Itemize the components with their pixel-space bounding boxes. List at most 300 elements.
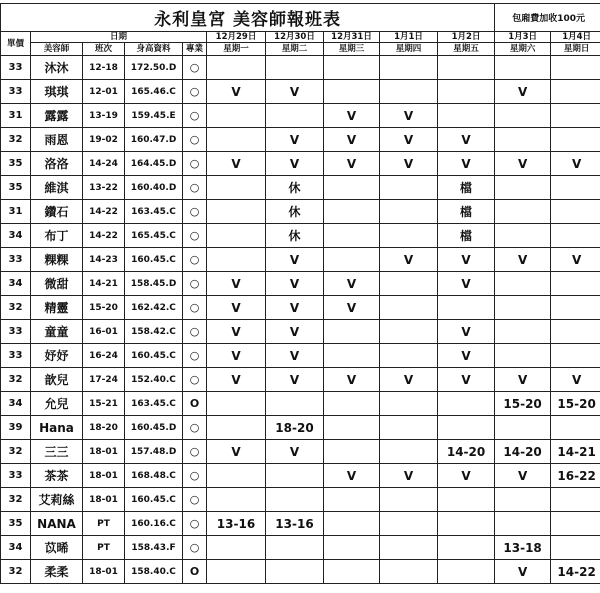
unit-price-cell: 32 — [1, 440, 31, 464]
schedule-cell: V — [266, 152, 324, 176]
schedule-cell: V — [438, 368, 495, 392]
height-cell: 159.45.E — [125, 104, 183, 128]
schedule-cell — [324, 392, 380, 416]
shift-cell: 14-22 — [83, 224, 125, 248]
unit-price-cell: 34 — [1, 536, 31, 560]
schedule-cell — [438, 392, 495, 416]
schedule-cell — [207, 248, 266, 272]
shift-cell: 14-24 — [83, 152, 125, 176]
schedule-cell — [207, 224, 266, 248]
schedule-cell — [380, 512, 438, 536]
schedule-cell: V — [207, 320, 266, 344]
schedule-cell — [551, 536, 600, 560]
unit-price-cell: 32 — [1, 128, 31, 152]
shift-cell: 12-18 — [83, 56, 125, 80]
table-row — [1, 248, 600, 272]
name-cell: 鑽石 — [31, 200, 83, 224]
table-row — [1, 152, 600, 176]
schedule-cell: V — [380, 152, 438, 176]
table-row — [1, 224, 600, 248]
schedule-cell — [551, 224, 600, 248]
shift-cell: PT — [83, 536, 125, 560]
date-col-0: 12月29日 — [207, 32, 266, 43]
schedule-cell — [551, 272, 600, 296]
table-row — [1, 56, 600, 80]
name-cell: 露露 — [31, 104, 83, 128]
schedule-cell — [380, 80, 438, 104]
date-col-6: 1月4日 — [551, 32, 600, 43]
name-cell: 精靈 — [31, 296, 83, 320]
schedule-cell — [380, 224, 438, 248]
roster-table — [0, 3, 600, 584]
unit-price-cell: 33 — [1, 80, 31, 104]
schedule-cell — [266, 488, 324, 512]
schedule-cell — [551, 416, 600, 440]
unit-price-cell: 32 — [1, 368, 31, 392]
name-cell: 苡晞 — [31, 536, 83, 560]
schedule-cell — [495, 512, 551, 536]
height-cell: 164.45.D — [125, 152, 183, 176]
schedule-cell — [380, 560, 438, 584]
special-cell: ○ — [183, 104, 207, 128]
schedule-cell — [207, 464, 266, 488]
schedule-cell — [324, 224, 380, 248]
schedule-cell — [551, 80, 600, 104]
name-cell: NANA — [31, 512, 83, 536]
name-cell: Hana — [31, 416, 83, 440]
special-cell: ○ — [183, 176, 207, 200]
date-col-2: 12月31日 — [324, 32, 380, 43]
height-cell: 160.16.C — [125, 512, 183, 536]
schedule-cell: V — [266, 80, 324, 104]
table-row — [1, 128, 600, 152]
weekday-col-6: 星期日 — [551, 43, 600, 56]
shift-cell: 12-01 — [83, 80, 125, 104]
schedule-cell: V — [380, 104, 438, 128]
special-cell: ○ — [183, 368, 207, 392]
special-cell: ○ — [183, 416, 207, 440]
schedule-cell: 15-20 — [551, 392, 600, 416]
height-cell: 158.43.F — [125, 536, 183, 560]
shift-cell: 18-01 — [83, 440, 125, 464]
schedule-cell — [551, 344, 600, 368]
schedule-cell — [438, 296, 495, 320]
schedule-cell: V — [266, 272, 324, 296]
height-cell: 165.46.C — [125, 80, 183, 104]
height-cell: 160.40.D — [125, 176, 183, 200]
unit-price-cell: 33 — [1, 56, 31, 80]
schedule-cell — [207, 104, 266, 128]
unit-price-cell: 31 — [1, 104, 31, 128]
shift-cell: 16-01 — [83, 320, 125, 344]
height-header: 身高資料 — [125, 43, 183, 56]
schedule-cell — [495, 104, 551, 128]
schedule-cell: 16-22 — [551, 464, 600, 488]
schedule-cell — [324, 536, 380, 560]
schedule-cell: V — [207, 152, 266, 176]
date-header: 日期 — [31, 32, 207, 43]
unit-price-cell: 32 — [1, 560, 31, 584]
schedule-cell: V — [266, 128, 324, 152]
schedule-cell — [495, 272, 551, 296]
schedule-cell — [207, 200, 266, 224]
schedule-cell — [495, 320, 551, 344]
schedule-cell: 休 — [266, 176, 324, 200]
table-row — [1, 272, 600, 296]
height-cell: 160.45.C — [125, 248, 183, 272]
schedule-cell: V — [495, 560, 551, 584]
date-col-1: 12月30日 — [266, 32, 324, 43]
schedule-cell: V — [438, 320, 495, 344]
name-cell: 妤妤 — [31, 344, 83, 368]
schedule-cell — [495, 344, 551, 368]
schedule-cell: V — [380, 368, 438, 392]
special-cell: O — [183, 392, 207, 416]
schedule-cell: V — [324, 152, 380, 176]
schedule-cell: V — [207, 344, 266, 368]
table-row — [1, 440, 600, 464]
schedule-cell — [380, 176, 438, 200]
schedule-cell — [380, 272, 438, 296]
unit-price-cell: 35 — [1, 512, 31, 536]
name-cell: 維淇 — [31, 176, 83, 200]
shift-cell: 14-22 — [83, 200, 125, 224]
schedule-cell: V — [207, 272, 266, 296]
schedule-cell — [380, 416, 438, 440]
date-col-5: 1月3日 — [495, 32, 551, 43]
weekday-col-1: 星期二 — [266, 43, 324, 56]
schedule-cell — [380, 296, 438, 320]
height-cell: 160.45.D — [125, 416, 183, 440]
schedule-cell — [324, 320, 380, 344]
schedule-cell: V — [438, 152, 495, 176]
special-cell: ○ — [183, 464, 207, 488]
schedule-cell — [495, 128, 551, 152]
schedule-cell: 13-16 — [207, 512, 266, 536]
schedule-cell: V — [495, 464, 551, 488]
schedule-cell: V — [266, 440, 324, 464]
schedule-cell: V — [324, 104, 380, 128]
schedule-cell: V — [380, 464, 438, 488]
schedule-cell: V — [324, 272, 380, 296]
schedule-cell — [380, 56, 438, 80]
schedule-cell — [551, 176, 600, 200]
special-header: 專業 — [183, 43, 207, 56]
schedule-cell — [380, 200, 438, 224]
height-cell: 163.45.C — [125, 392, 183, 416]
schedule-cell — [551, 128, 600, 152]
schedule-cell — [380, 488, 438, 512]
schedule-cell — [324, 416, 380, 440]
schedule-cell — [324, 440, 380, 464]
special-cell: ○ — [183, 536, 207, 560]
shift-cell: 18-01 — [83, 560, 125, 584]
schedule-cell: 15-20 — [495, 392, 551, 416]
schedule-cell: V — [438, 272, 495, 296]
unit-price-cell: 34 — [1, 392, 31, 416]
schedule-cell — [551, 488, 600, 512]
schedule-cell — [207, 176, 266, 200]
schedule-cell — [207, 560, 266, 584]
schedule-cell: V — [438, 344, 495, 368]
special-cell: ○ — [183, 200, 207, 224]
table-row — [1, 344, 600, 368]
table-row — [1, 488, 600, 512]
weekday-col-4: 星期五 — [438, 43, 495, 56]
schedule-cell: V — [324, 464, 380, 488]
roster-body — [1, 4, 600, 584]
schedule-cell: V — [438, 128, 495, 152]
schedule-cell: 休 — [266, 224, 324, 248]
date-col-4: 1月2日 — [438, 32, 495, 43]
schedule-cell — [380, 344, 438, 368]
schedule-cell: 休 — [266, 200, 324, 224]
schedule-cell — [495, 416, 551, 440]
schedule-cell: V — [551, 368, 600, 392]
schedule-cell: 14-21 — [551, 440, 600, 464]
special-cell: ○ — [183, 128, 207, 152]
schedule-cell — [495, 200, 551, 224]
schedule-cell — [324, 488, 380, 512]
name-cell: 艾莉絲 — [31, 488, 83, 512]
height-cell: 158.40.C — [125, 560, 183, 584]
special-cell: ○ — [183, 296, 207, 320]
height-cell: 162.42.C — [125, 296, 183, 320]
schedule-cell — [266, 392, 324, 416]
table-row — [1, 104, 600, 128]
unit-price-cell: 32 — [1, 488, 31, 512]
table-row — [1, 320, 600, 344]
schedule-cell — [551, 512, 600, 536]
height-cell: 152.40.C — [125, 368, 183, 392]
schedule-cell — [495, 176, 551, 200]
schedule-cell — [324, 248, 380, 272]
name-cell: 微甜 — [31, 272, 83, 296]
name-cell: 茶茶 — [31, 464, 83, 488]
schedule-cell: 18-20 — [266, 416, 324, 440]
schedule-cell — [324, 56, 380, 80]
name-cell: 允兒 — [31, 392, 83, 416]
table-row — [1, 512, 600, 536]
schedule-cell: V — [438, 464, 495, 488]
schedule-cell — [207, 392, 266, 416]
unit-price-cell: 33 — [1, 464, 31, 488]
schedule-cell — [207, 128, 266, 152]
schedule-cell: V — [266, 248, 324, 272]
schedule-cell — [324, 80, 380, 104]
date-col-3: 1月1日 — [380, 32, 438, 43]
unit-price-cell: 35 — [1, 176, 31, 200]
schedule-cell: V — [380, 128, 438, 152]
unit-price-cell: 34 — [1, 224, 31, 248]
special-cell: ○ — [183, 488, 207, 512]
height-cell: 160.45.C — [125, 344, 183, 368]
table-row — [1, 200, 600, 224]
schedule-cell — [266, 464, 324, 488]
name-header: 美容師 — [31, 43, 83, 56]
height-cell: 157.48.D — [125, 440, 183, 464]
name-cell: 洛洛 — [31, 152, 83, 176]
unit-price-cell: 33 — [1, 320, 31, 344]
height-cell: 160.45.C — [125, 488, 183, 512]
height-cell: 165.45.C — [125, 224, 183, 248]
table-row — [1, 296, 600, 320]
schedule-cell — [380, 440, 438, 464]
schedule-cell: V — [551, 152, 600, 176]
schedule-cell: V — [266, 320, 324, 344]
schedule-cell — [551, 200, 600, 224]
shift-cell: 17-24 — [83, 368, 125, 392]
schedule-cell: V — [438, 248, 495, 272]
schedule-cell: 檔 — [438, 176, 495, 200]
height-cell: 172.50.D — [125, 56, 183, 80]
schedule-cell: V — [207, 440, 266, 464]
shift-cell: 18-01 — [83, 464, 125, 488]
special-cell: ○ — [183, 224, 207, 248]
unit-price-cell: 32 — [1, 296, 31, 320]
unit-price-cell: 33 — [1, 344, 31, 368]
schedule-cell: V — [207, 368, 266, 392]
schedule-cell: 14-20 — [438, 440, 495, 464]
unit-price-cell: 39 — [1, 416, 31, 440]
schedule-cell: V — [324, 296, 380, 320]
schedule-cell — [266, 560, 324, 584]
schedule-cell — [380, 392, 438, 416]
schedule-cell — [495, 296, 551, 320]
table-row — [1, 392, 600, 416]
schedule-cell: V — [495, 248, 551, 272]
room-fee-note: 包廂費加收100元 — [495, 4, 600, 32]
shift-cell: 14-21 — [83, 272, 125, 296]
shift-cell: 15-21 — [83, 392, 125, 416]
weekday-col-2: 星期三 — [324, 43, 380, 56]
schedule-cell — [551, 56, 600, 80]
schedule-cell — [266, 56, 324, 80]
schedule-cell — [551, 104, 600, 128]
schedule-cell — [438, 80, 495, 104]
schedule-cell: V — [207, 296, 266, 320]
schedule-cell — [438, 488, 495, 512]
schedule-cell — [207, 56, 266, 80]
schedule-cell — [438, 56, 495, 80]
special-cell: ○ — [183, 248, 207, 272]
schedule-cell: 13-18 — [495, 536, 551, 560]
schedule-cell — [324, 560, 380, 584]
schedule-cell — [324, 176, 380, 200]
unit-price-cell: 33 — [1, 248, 31, 272]
title-row — [1, 4, 600, 32]
schedule-cell: V — [551, 248, 600, 272]
table-row — [1, 464, 600, 488]
schedule-cell — [551, 320, 600, 344]
schedule-cell — [266, 536, 324, 560]
table-row — [1, 80, 600, 104]
unit-price-cell: 31 — [1, 200, 31, 224]
weekday-col-5: 星期六 — [495, 43, 551, 56]
unit-price-cell: 35 — [1, 152, 31, 176]
schedule-cell: V — [207, 80, 266, 104]
schedule-cell: 13-16 — [266, 512, 324, 536]
schedule-cell — [495, 224, 551, 248]
shift-cell: 15-20 — [83, 296, 125, 320]
schedule-cell — [324, 512, 380, 536]
unit-price-cell: 34 — [1, 272, 31, 296]
special-cell: ○ — [183, 440, 207, 464]
shift-cell: 13-19 — [83, 104, 125, 128]
schedule-cell — [207, 416, 266, 440]
schedule-cell: V — [495, 368, 551, 392]
special-cell: ○ — [183, 272, 207, 296]
schedule-cell — [551, 296, 600, 320]
table-row — [1, 176, 600, 200]
schedule-cell — [266, 104, 324, 128]
name-cell: 柔柔 — [31, 560, 83, 584]
shift-cell: PT — [83, 512, 125, 536]
schedule-cell — [380, 536, 438, 560]
name-cell: 三三 — [31, 440, 83, 464]
schedule-cell — [438, 104, 495, 128]
height-cell: 168.48.C — [125, 464, 183, 488]
schedule-cell: V — [266, 296, 324, 320]
schedule-cell: 檔 — [438, 224, 495, 248]
name-cell: 沐沐 — [31, 56, 83, 80]
special-cell: O — [183, 560, 207, 584]
schedule-cell: V — [266, 344, 324, 368]
shift-cell: 18-20 — [83, 416, 125, 440]
shift-cell: 18-01 — [83, 488, 125, 512]
name-cell: 布丁 — [31, 224, 83, 248]
schedule-cell — [438, 536, 495, 560]
table-row — [1, 536, 600, 560]
schedule-cell — [207, 536, 266, 560]
height-cell: 160.47.D — [125, 128, 183, 152]
shift-cell: 19-02 — [83, 128, 125, 152]
height-cell: 158.45.D — [125, 272, 183, 296]
schedule-cell — [438, 560, 495, 584]
schedule-cell — [324, 344, 380, 368]
height-cell: 163.45.C — [125, 200, 183, 224]
special-cell: ○ — [183, 80, 207, 104]
schedule-cell: V — [495, 152, 551, 176]
name-cell: 粿粿 — [31, 248, 83, 272]
page-title: 永利皇宮 美容師報班表 — [1, 4, 495, 32]
schedule-cell — [438, 416, 495, 440]
special-cell: ○ — [183, 512, 207, 536]
schedule-cell — [207, 488, 266, 512]
special-cell: ○ — [183, 56, 207, 80]
schedule-cell — [438, 512, 495, 536]
header-row-dates — [1, 32, 600, 43]
header-row-columns — [1, 43, 600, 56]
schedule-cell: 14-20 — [495, 440, 551, 464]
table-row — [1, 560, 600, 584]
schedule-cell: V — [380, 248, 438, 272]
schedule-cell: V — [495, 80, 551, 104]
schedule-cell: V — [324, 368, 380, 392]
table-row — [1, 416, 600, 440]
schedule-cell — [324, 200, 380, 224]
shift-cell: 14-23 — [83, 248, 125, 272]
shift-cell: 13-22 — [83, 176, 125, 200]
weekday-col-3: 星期四 — [380, 43, 438, 56]
table-row — [1, 368, 600, 392]
unit-price-header: 單價 — [1, 32, 31, 56]
schedule-cell: V — [324, 128, 380, 152]
name-cell: 琪琪 — [31, 80, 83, 104]
name-cell: 童童 — [31, 320, 83, 344]
schedule-cell — [495, 488, 551, 512]
height-cell: 158.42.C — [125, 320, 183, 344]
